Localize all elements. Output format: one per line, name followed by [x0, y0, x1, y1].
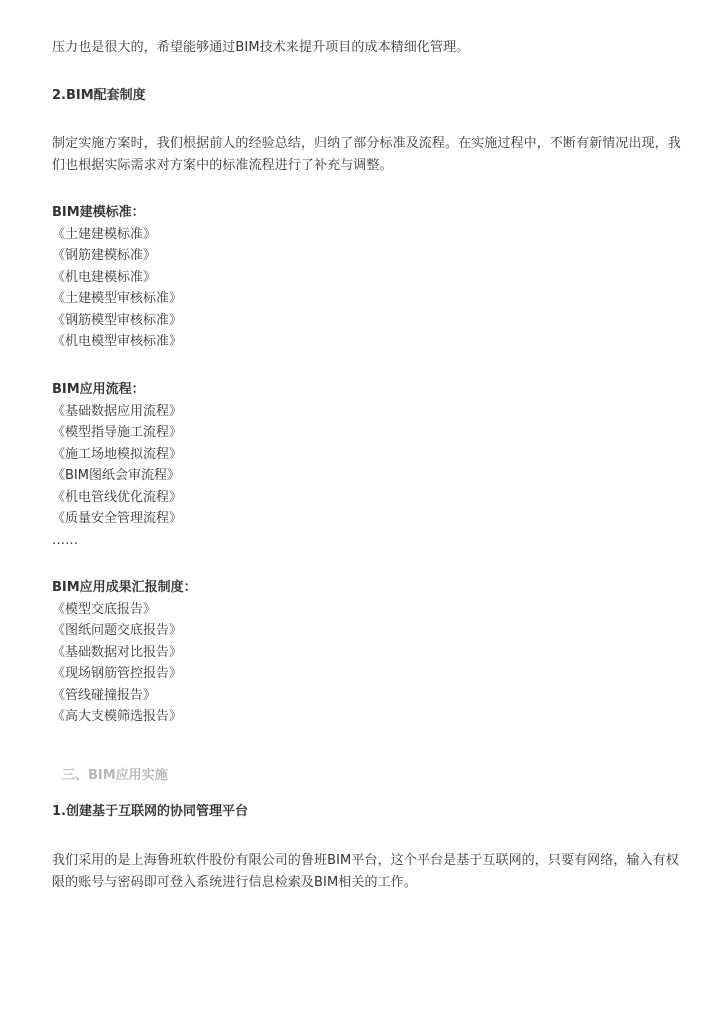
list-item: 《BIM图纸会审流程》 — [52, 468, 180, 483]
sub1-title: 1.创建基于互联网的协同管理平台 — [52, 804, 248, 819]
modeling-standards-block — [52, 202, 682, 353]
section2-title: 2.BIM配套制度 — [52, 88, 146, 103]
modeling-list — [52, 224, 682, 353]
list-item: 《管线碰撞报告》 — [52, 687, 157, 703]
list-item: 《基础数据应用流程》 — [52, 403, 183, 419]
list-item: 《机电管线优化流程》 — [52, 489, 183, 505]
process-block — [52, 379, 682, 551]
section2-body: 制定实施方案时，我们根据前人的经验总结，归纳了部分标准及流程。在实施过程中，不断有新情况出现，我们也根据实际需求对方案中的标准流程进行了补充与调整。 — [52, 136, 681, 173]
reports-list — [52, 599, 682, 728]
list-item: 《模型指导施工流程》 — [52, 425, 183, 440]
list-item: 《机电模型审核标准》 — [52, 334, 183, 349]
list-item: 《土建建模标准》 — [52, 226, 157, 242]
list-item: 《钢筋建模标准》 — [52, 248, 157, 263]
list-item: 《现场钢筋管控报告》 — [52, 666, 183, 681]
modeling-heading: BIM建模标准： — [52, 205, 145, 220]
process-heading: BIM应用流程： — [52, 382, 145, 397]
ellipsis: …… — [52, 532, 78, 548]
list-item: 《模型交底报告》 — [52, 601, 157, 617]
list-item: 《钢筋模型审核标准》 — [52, 312, 183, 328]
reports-block — [52, 577, 682, 728]
list-item: 《土建模型审核标准》 — [52, 291, 183, 306]
sub1-body: 我们采用的是上海鲁班软件股份有限公司的鲁班BIM平台，这个平台是基于互联网的，只要有网络，输入有权限的账号与密码即可登入系统进行信息检索及BIM相关的工作。 — [52, 853, 679, 890]
process-list — [52, 401, 682, 552]
section3-title: 三、BIM应用实施 — [62, 768, 168, 783]
reports-heading: BIM应用成果汇报制度： — [52, 580, 197, 595]
list-item: 《图纸问题交底报告》 — [52, 623, 183, 638]
list-item: 《机电建模标准》 — [52, 269, 157, 285]
list-item: 《质量安全管理流程》 — [52, 511, 183, 526]
intro-tail-paragraph: 压力也是很大的，希望能够通过BIM技术来提升项目的成本精细化管理。 — [52, 40, 470, 55]
list-item: 《基础数据对比报告》 — [52, 644, 183, 660]
list-item: 《高大支模筛选报告》 — [52, 709, 183, 724]
list-item: 《施工场地模拟流程》 — [52, 446, 183, 462]
